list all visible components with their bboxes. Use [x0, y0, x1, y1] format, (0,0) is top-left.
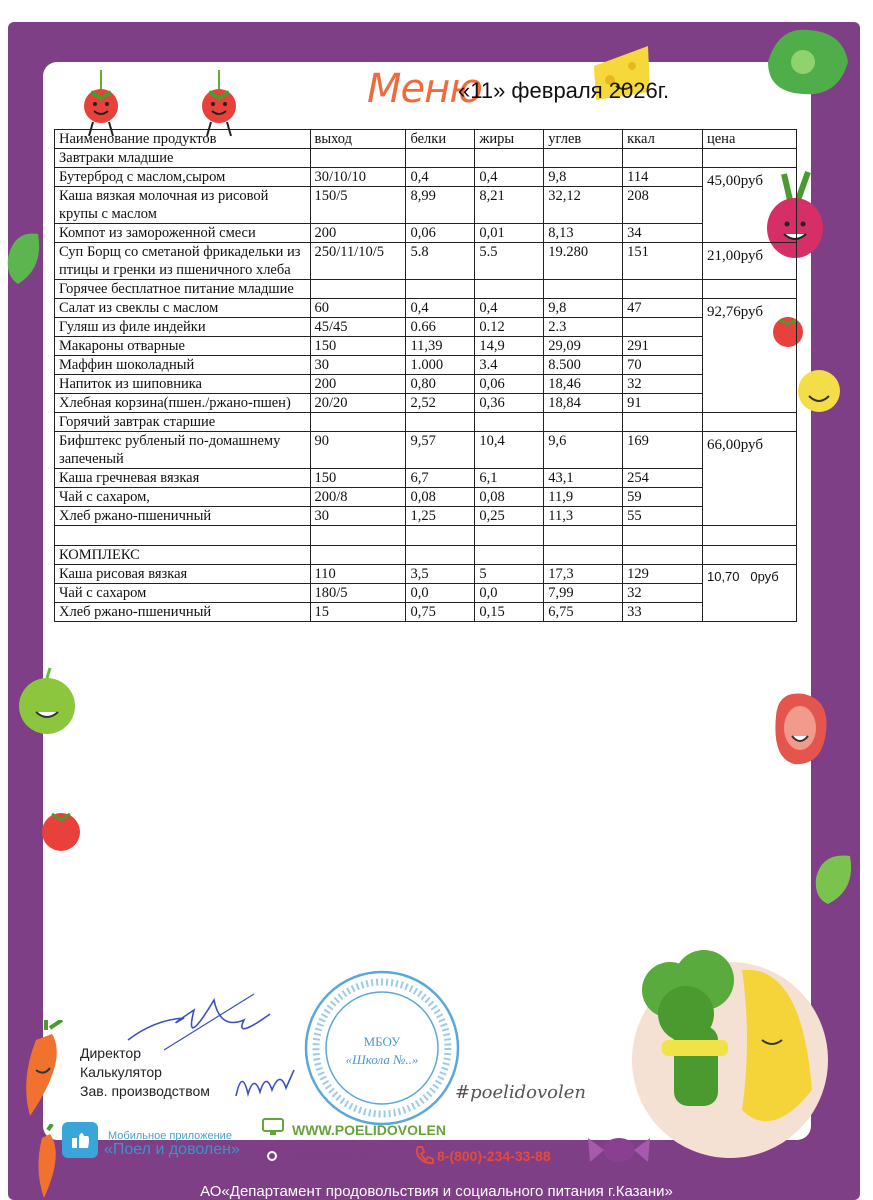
price-hot-free: 92,76руб — [702, 299, 796, 413]
section-row — [55, 280, 797, 299]
leaf-left-icon — [4, 228, 44, 288]
header-fat: жиры — [475, 130, 544, 149]
dish-carbs: 9,8 — [544, 299, 623, 318]
dish-carbs: 18,84 — [544, 394, 623, 413]
dish-carbs: 6,75 — [544, 603, 623, 622]
menu-title-lettering: Меню — [367, 66, 482, 112]
dish-kcal: 59 — [623, 488, 703, 507]
dish-name: Чай с сахаром — [55, 584, 311, 603]
mobile-app-icon — [62, 1122, 98, 1158]
organization-footer: АО«Департамент продовольствия и социального питания г.Казани» — [200, 1183, 673, 1200]
table-row — [55, 224, 797, 243]
dish-name: Салат из свеклы с маслом — [55, 299, 311, 318]
dish-kcal — [623, 318, 703, 337]
dish-name: Макароны отварные — [55, 337, 311, 356]
label-director: Директор — [80, 1045, 141, 1061]
section-title: Горячий завтрак старшие — [55, 413, 311, 432]
dish-name: Хлеб ржано-пшеничный — [55, 507, 311, 526]
dish-kcal: 47 — [623, 299, 703, 318]
dish-carbs: 43,1 — [544, 469, 623, 488]
lemon-character-icon — [794, 366, 844, 416]
dish-protein: 1.000 — [406, 356, 475, 375]
menu-table — [54, 129, 797, 622]
dish-fat: 5 — [475, 565, 544, 584]
leaf-right-icon — [810, 848, 858, 908]
dish-protein: 0,4 — [406, 168, 475, 187]
dish-kcal: 114 — [623, 168, 703, 187]
candy-icon — [584, 1128, 654, 1172]
dish-kcal: 208 — [623, 187, 703, 224]
dish-fat: 0,4 — [475, 168, 544, 187]
dish-fat: 8,21 — [475, 187, 544, 224]
price-soup: 21,00руб — [702, 243, 796, 280]
dish-fat: 0,08 — [475, 488, 544, 507]
dish-protein: 0.66 — [406, 318, 475, 337]
header-output: выход — [310, 130, 406, 149]
dish-carbs: 11,9 — [544, 488, 623, 507]
dish-kcal: 169 — [623, 432, 703, 469]
dish-kcal: 70 — [623, 356, 703, 375]
dish-name: Бутерброд с маслом,сыром — [55, 168, 311, 187]
dish-fat: 0,15 — [475, 603, 544, 622]
table-row — [55, 356, 797, 375]
label-calculator: Калькулятор — [80, 1064, 162, 1080]
dish-carbs: 7,99 — [544, 584, 623, 603]
dish-fat: 0,06 — [475, 375, 544, 394]
phone-icon — [414, 1144, 436, 1166]
dish-output: 45/45 — [310, 318, 406, 337]
dish-protein: 0,08 — [406, 488, 475, 507]
dish-fat: 10,4 — [475, 432, 544, 469]
phone-number[interactable]: 8-(800)-234-33-88 — [437, 1148, 551, 1164]
meat-character-icon — [768, 686, 832, 770]
instagram-link[interactable]: @depta.kzn — [292, 1145, 389, 1165]
dish-carbs: 9,8 — [544, 168, 623, 187]
header-name: Наименование продуктов — [55, 130, 311, 149]
dish-kcal: 254 — [623, 469, 703, 488]
tomato-bottom-left-icon — [38, 804, 84, 854]
dish-fat: 14,9 — [475, 337, 544, 356]
dish-fat: 3.4 — [475, 356, 544, 375]
dish-fat: 6,1 — [475, 469, 544, 488]
dish-protein: 8,99 — [406, 187, 475, 224]
dish-carbs: 29,09 — [544, 337, 623, 356]
dish-fat: 0,4 — [475, 299, 544, 318]
dish-name: Хлебная корзина(пшен./ржано-пшен) — [55, 394, 311, 413]
section-row — [55, 546, 797, 565]
empty-row — [55, 526, 797, 546]
header-kcal: ккал — [623, 130, 703, 149]
dish-name: Каша рисовая вязкая — [55, 565, 311, 584]
table-row — [55, 337, 797, 356]
header-price: цена — [702, 130, 796, 149]
carrot-character-icon — [6, 1020, 76, 1120]
table-row — [55, 243, 797, 280]
dish-protein: 9,57 — [406, 432, 475, 469]
dish-name: Бифштекс рубленый по-домашнему запеченый — [55, 432, 311, 469]
table-row — [55, 375, 797, 394]
dish-name: Хлеб ржано-пшеничный — [55, 603, 311, 622]
stamp-line-2: «Школа №..» — [345, 1052, 419, 1067]
dish-protein: 11,39 — [406, 337, 475, 356]
dish-carbs: 2.3 — [544, 318, 623, 337]
section-title: Горячее бесплатное питание младшие — [55, 280, 311, 299]
price-hot-senior: 66,00руб — [702, 432, 796, 526]
dish-carbs: 17,3 — [544, 565, 623, 584]
table-row — [55, 603, 797, 622]
price-complex: 10,70 0руб — [702, 565, 796, 622]
cabbage-leaf-icon — [758, 22, 853, 102]
table-row — [55, 187, 797, 224]
stamp-line-1: МБОУ — [363, 1034, 401, 1049]
header-carbs: углев — [544, 130, 623, 149]
table-header-row — [55, 130, 797, 149]
table-row — [55, 318, 797, 337]
dish-output: 200 — [310, 224, 406, 243]
dish-carbs: 32,12 — [544, 187, 623, 224]
website-icon — [262, 1118, 284, 1136]
dish-output: 200 — [310, 375, 406, 394]
dish-carbs: 18,46 — [544, 375, 623, 394]
dish-output: 20/20 — [310, 394, 406, 413]
dish-carbs: 19.280 — [544, 243, 623, 280]
dish-protein: 2,52 — [406, 394, 475, 413]
table-row — [55, 507, 797, 526]
price-breakfast: 45,00руб — [702, 168, 796, 243]
table-row — [55, 168, 797, 187]
section-title: КОМПЛЕКС — [55, 546, 311, 565]
table-row — [55, 488, 797, 507]
dish-name: Каша вязкая молочная из рисовой крупы с маслом — [55, 187, 311, 224]
dish-kcal: 55 — [623, 507, 703, 526]
dish-carbs: 8.500 — [544, 356, 623, 375]
dish-fat: 0.12 — [475, 318, 544, 337]
table-row — [55, 432, 797, 469]
production-head-signature — [232, 1064, 302, 1104]
dish-output: 200/8 — [310, 488, 406, 507]
dish-name: Гуляш из филе индейки — [55, 318, 311, 337]
dish-kcal: 34 — [623, 224, 703, 243]
table-row — [55, 469, 797, 488]
dish-output: 110 — [310, 565, 406, 584]
dish-protein: 6,7 — [406, 469, 475, 488]
dish-protein: 0,75 — [406, 603, 475, 622]
dish-fat: 0,36 — [475, 394, 544, 413]
round-stamp — [302, 968, 462, 1128]
table-row — [55, 394, 797, 413]
dish-protein: 5.8 — [406, 243, 475, 280]
table-row — [55, 299, 797, 318]
header-protein: белки — [406, 130, 475, 149]
website-link[interactable]: WWW.POELIDOVOLEN — [292, 1122, 446, 1138]
dish-output: 30 — [310, 356, 406, 375]
dish-carbs: 8,13 — [544, 224, 623, 243]
table-row — [55, 584, 797, 603]
dish-fat: 0,0 — [475, 584, 544, 603]
dish-protein: 0,4 — [406, 299, 475, 318]
dish-kcal: 32 — [623, 584, 703, 603]
dish-name: Напиток из шиповника — [55, 375, 311, 394]
dish-output: 30 — [310, 507, 406, 526]
dish-protein: 1,25 — [406, 507, 475, 526]
hashtag: #poelidovolen — [455, 1082, 586, 1103]
dish-output: 180/5 — [310, 584, 406, 603]
dish-name: Маффин шоколадный — [55, 356, 311, 375]
dish-protein: 0,0 — [406, 584, 475, 603]
table-row — [55, 565, 797, 584]
dish-carbs: 9,6 — [544, 432, 623, 469]
dish-carbs: 11,3 — [544, 507, 623, 526]
dish-output: 150 — [310, 337, 406, 356]
dish-name: Чай с сахаром, — [55, 488, 311, 507]
dish-protein: 0,06 — [406, 224, 475, 243]
dish-output: 15 — [310, 603, 406, 622]
section-title: Завтраки младшие — [55, 149, 311, 168]
apple-character-icon — [14, 666, 80, 738]
dish-fat: 0,01 — [475, 224, 544, 243]
dish-output: 60 — [310, 299, 406, 318]
app-caption: Мобильное приложение — [108, 1130, 232, 1142]
dish-name: Каша гречневая вязкая — [55, 469, 311, 488]
dish-output: 90 — [310, 432, 406, 469]
dish-protein: 0,80 — [406, 375, 475, 394]
signature-labels — [80, 1044, 210, 1101]
app-name: «Поел и доволен» — [104, 1141, 240, 1158]
dish-output: 150/5 — [310, 187, 406, 224]
dish-fat: 0,25 — [475, 507, 544, 526]
dish-output: 250/11/10/5 — [310, 243, 406, 280]
dish-kcal: 129 — [623, 565, 703, 584]
dish-kcal: 291 — [623, 337, 703, 356]
dish-kcal: 151 — [623, 243, 703, 280]
instagram-icon — [262, 1146, 282, 1166]
dish-output: 30/10/10 — [310, 168, 406, 187]
dish-name: Компот из замороженной смеси — [55, 224, 311, 243]
dish-output: 150 — [310, 469, 406, 488]
dish-kcal: 91 — [623, 394, 703, 413]
section-row — [55, 413, 797, 432]
menu-date: «11» февраля 2026г. — [458, 78, 670, 103]
dish-fat: 5.5 — [475, 243, 544, 280]
dish-protein: 3,5 — [406, 565, 475, 584]
label-production-head: Зав. производством — [80, 1083, 210, 1099]
section-row — [55, 149, 797, 168]
dish-kcal: 33 — [623, 603, 703, 622]
dish-name: Суп Борщ со сметаной фрикадельки из птицы и гренки из пшеничного хлеба — [55, 243, 311, 280]
dish-kcal: 32 — [623, 375, 703, 394]
